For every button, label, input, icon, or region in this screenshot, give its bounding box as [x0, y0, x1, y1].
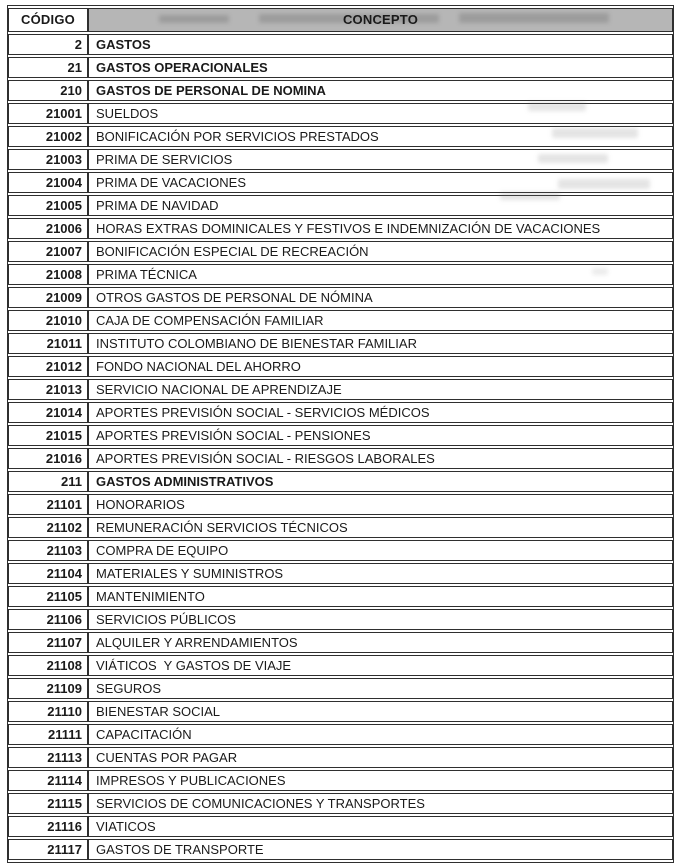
header-row [8, 8, 673, 32]
table-row [8, 425, 673, 446]
concepto-cell: APORTES PREVISIÓN SOCIAL - PENSIONES [88, 425, 673, 446]
codigo-cell: 2 [8, 34, 88, 55]
table-row [8, 448, 673, 469]
concepto-cell: GASTOS DE PERSONAL DE NOMINA [88, 80, 673, 101]
table-row [8, 563, 673, 584]
bleedthrough-smudge [159, 15, 229, 23]
codigo-cell: 21107 [8, 632, 88, 653]
concepto-cell: PRIMA DE SERVICIOS [88, 149, 673, 170]
concepto-cell: SERVICIOS PÚBLICOS [88, 609, 673, 630]
concepto-cell: INSTITUTO COLOMBIANO DE BIENESTAR FAMILIAR [88, 333, 673, 354]
codigo-cell: 21113 [8, 747, 88, 768]
codigo-cell: 21006 [8, 218, 88, 239]
table-row [8, 655, 673, 676]
table-row [8, 287, 673, 308]
concepto-cell: MANTENIMIENTO [88, 586, 673, 607]
table-row [8, 264, 673, 285]
concepto-cell: CAJA DE COMPENSACIÓN FAMILIAR [88, 310, 673, 331]
codigo-cell: 21010 [8, 310, 88, 331]
concepto-cell: SEGUROS [88, 678, 673, 699]
concepto-cell: COMPRA DE EQUIPO [88, 540, 673, 561]
concepto-cell: SUELDOS [88, 103, 673, 124]
concepto-cell: GASTOS ADMINISTRATIVOS [88, 471, 673, 492]
codigo-cell: 21011 [8, 333, 88, 354]
codigo-cell: 21106 [8, 609, 88, 630]
concepto-header-label: CONCEPTO [342, 12, 419, 27]
codigo-cell: 21013 [8, 379, 88, 400]
codigo-cell: 21005 [8, 195, 88, 216]
codigo-cell: 21101 [8, 494, 88, 515]
bleedthrough-smudge [459, 13, 609, 23]
table-row [8, 333, 673, 354]
codigo-cell: 21114 [8, 770, 88, 791]
concepto-cell: SERVICIOS DE COMUNICACIONES Y TRANSPORTES [88, 793, 673, 814]
table-row [8, 241, 673, 262]
codigo-cell: 21012 [8, 356, 88, 377]
table-row [8, 149, 673, 170]
concepto-cell: IMPRESOS Y PUBLICACIONES [88, 770, 673, 791]
codigo-cell: 210 [8, 80, 88, 101]
concepto-cell: HORAS EXTRAS DOMINICALES Y FESTIVOS E INDEMNIZACIÓN DE VACACIONES [88, 218, 673, 239]
table-row [8, 609, 673, 630]
concepto-cell: APORTES PREVISIÓN SOCIAL - RIESGOS LABORALES [88, 448, 673, 469]
codigo-cell: 21009 [8, 287, 88, 308]
table-row [8, 195, 673, 216]
codigo-cell: 21102 [8, 517, 88, 538]
section-row [8, 34, 673, 55]
codigo-cell: 21004 [8, 172, 88, 193]
table-row [8, 379, 673, 400]
concepto-cell: REMUNERACIÓN SERVICIOS TÉCNICOS [88, 517, 673, 538]
section-row [8, 471, 673, 492]
table-row [8, 103, 673, 124]
codigo-concepto-table [8, 6, 673, 862]
codigo-cell: 21115 [8, 793, 88, 814]
concepto-cell: MATERIALES Y SUMINISTROS [88, 563, 673, 584]
table-row [8, 793, 673, 814]
concepto-cell: GASTOS [88, 34, 673, 55]
codigo-cell: 21002 [8, 126, 88, 147]
table-row [8, 218, 673, 239]
concepto-cell: OTROS GASTOS DE PERSONAL DE NÓMINA [88, 287, 673, 308]
section-row [8, 80, 673, 101]
concepto-cell: CAPACITACIÓN [88, 724, 673, 745]
table-row [8, 701, 673, 722]
concepto-column-header [88, 8, 673, 32]
codigo-cell: 21116 [8, 816, 88, 837]
table-row [8, 724, 673, 745]
section-row [8, 57, 673, 78]
codigo-column-header: CÓDIGO [8, 8, 88, 32]
table-row [8, 839, 673, 860]
codigo-cell: 21103 [8, 540, 88, 561]
concepto-cell: ALQUILER Y ARRENDAMIENTOS [88, 632, 673, 653]
accounts-table [7, 5, 674, 863]
table-row [8, 172, 673, 193]
table-row [8, 632, 673, 653]
codigo-cell: 21105 [8, 586, 88, 607]
codigo-cell: 21003 [8, 149, 88, 170]
concepto-cell: HONORARIOS [88, 494, 673, 515]
table-row [8, 586, 673, 607]
table-row [8, 126, 673, 147]
table-row [8, 678, 673, 699]
table-row [8, 747, 673, 768]
codigo-cell: 211 [8, 471, 88, 492]
codigo-cell: 21110 [8, 701, 88, 722]
concepto-cell: VIÁTICOS Y GASTOS DE VIAJE [88, 655, 673, 676]
concepto-cell: SERVICIO NACIONAL DE APRENDIZAJE [88, 379, 673, 400]
concepto-cell: APORTES PREVISIÓN SOCIAL - SERVICIOS MÉDICOS [88, 402, 673, 423]
concepto-cell: GASTOS DE TRANSPORTE [88, 839, 673, 860]
codigo-cell: 21016 [8, 448, 88, 469]
table-row [8, 310, 673, 331]
codigo-cell: 21015 [8, 425, 88, 446]
concepto-cell: FONDO NACIONAL DEL AHORRO [88, 356, 673, 377]
concepto-cell: GASTOS OPERACIONALES [88, 57, 673, 78]
table-row [8, 356, 673, 377]
concepto-cell: PRIMA DE VACACIONES [88, 172, 673, 193]
table-row [8, 494, 673, 515]
codigo-cell: 21008 [8, 264, 88, 285]
concepto-cell: PRIMA DE NAVIDAD [88, 195, 673, 216]
table-row [8, 816, 673, 837]
table-row [8, 770, 673, 791]
table-row [8, 402, 673, 423]
codigo-cell: 21007 [8, 241, 88, 262]
concepto-cell: BONIFICACIÓN POR SERVICIOS PRESTADOS [88, 126, 673, 147]
codigo-cell: 21 [8, 57, 88, 78]
codigo-cell: 21001 [8, 103, 88, 124]
codigo-cell: 21117 [8, 839, 88, 860]
concepto-cell: PRIMA TÉCNICA [88, 264, 673, 285]
codigo-cell: 21108 [8, 655, 88, 676]
codigo-cell: 21104 [8, 563, 88, 584]
table-row [8, 540, 673, 561]
concepto-cell: BIENESTAR SOCIAL [88, 701, 673, 722]
table-body [8, 34, 673, 860]
codigo-cell: 21109 [8, 678, 88, 699]
codigo-cell: 21111 [8, 724, 88, 745]
concepto-cell: BONIFICACIÓN ESPECIAL DE RECREACIÓN [88, 241, 673, 262]
table-row [8, 517, 673, 538]
concepto-cell: CUENTAS POR PAGAR [88, 747, 673, 768]
concepto-cell: VIATICOS [88, 816, 673, 837]
codigo-cell: 21014 [8, 402, 88, 423]
